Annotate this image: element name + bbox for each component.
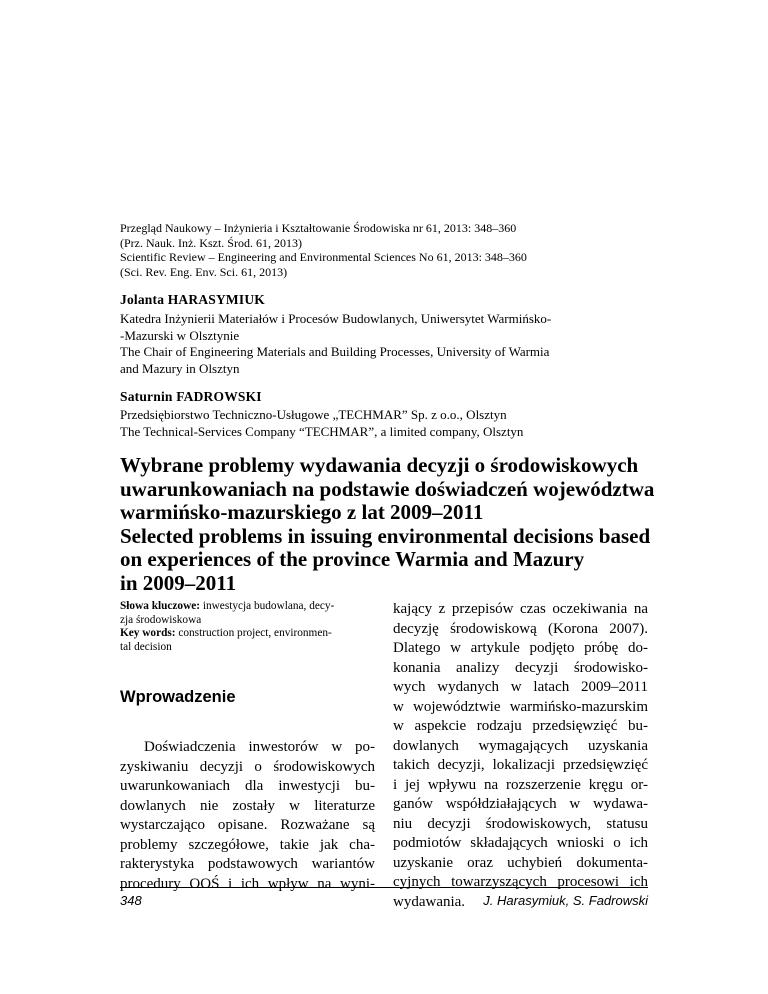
keywords-pl-text: inwestycja budowlana, decy- (200, 600, 335, 612)
title-line: in 2009–2011 (120, 570, 237, 595)
title-line: warmińsko-mazurskiego z lat 2009–2011 (120, 500, 484, 524)
running-author: J. Harasymiuk, S. Fadrowski (483, 893, 648, 908)
body-text-right-column (393, 600, 648, 912)
keywords-pl-label: Słowa kluczowe: (120, 600, 201, 612)
body-text-line: zyskiwaniu decyzji o środowiskowych (120, 758, 375, 775)
body-text-line: uzyskanie oraz uchybień dokumenta- (393, 854, 648, 871)
affiliation-line: Przedsiębiorstwo Techniczno-Usługowe „TECHMAR” Sp. z o.o., Olsztyn (120, 407, 507, 422)
keywords-en-line (120, 627, 378, 641)
body-text-line: i jej wpływu na rozszerzenie kręgu or- (393, 776, 648, 793)
body-text-line: procedury OOŚ i ich wpływ na wyni- (120, 875, 375, 892)
body-text-line: w aspekcie rodzaju przedsięwzięć bu- (393, 718, 648, 734)
affiliation-line: -Mazurski w Olsztynie (120, 327, 240, 343)
body-text-line: podmiotów składających wnioski o ich (393, 835, 648, 851)
body-text-line: niu decyzji środowiskowych, statusu (393, 815, 648, 832)
author-name-2: Saturnin FADROWSKI (120, 389, 262, 404)
body-text-line: cyjnych towarzyszących procesowi ich (393, 874, 648, 890)
body-text-line: ganów współdziałających w wydawa- (393, 796, 648, 812)
body-text-line: uwarunkowaniach dla inwestycji bu- (120, 778, 375, 794)
body-text-line: takich decyzji, lokalizacji przedsięwzięć (393, 757, 648, 773)
body-text-line: Dlatego w artykule podjęto próbę do- (393, 640, 648, 656)
title-line: uwarunkowaniach na podstawie doświadczeń województwa (120, 476, 655, 501)
citation-line: (Prz. Nauk. Inż. Kszt. Środ. 61, 2013) (120, 235, 302, 250)
section-heading: Wprowadzenie (120, 688, 236, 706)
body-text-line: dowlanych nie zostały w literaturze (120, 797, 375, 814)
author-name-1: Jolanta HARASYMIUK (120, 292, 265, 307)
keywords-en-label: Key words: (120, 627, 176, 640)
keywords-en-line: tal decision (120, 640, 172, 653)
author-affiliation-2 (120, 407, 640, 440)
body-text-left-column (120, 738, 375, 894)
citation-line: Przegląd Naukowy – Inżynieria i Kształtowanie Środowiska nr 61, 2013: 348–360 (120, 221, 517, 235)
affiliation-line: The Technical-Services Company “TECHMAR”, a limited company, Olsztyn (120, 423, 524, 439)
keywords-pl-line: zja środowiskowa (120, 613, 202, 626)
journal-citation (120, 221, 680, 279)
footer-divider (120, 887, 648, 888)
affiliation-line: The Chair of Engineering Materials and Building Processes, University of Warmia (120, 344, 550, 359)
affiliation-line: Katedra Inżynierii Materiałów i Procesów Budowlanych, Uniwersytet Warmińsko- (120, 311, 552, 326)
keywords-block (120, 600, 378, 654)
page-number: 348 (120, 893, 142, 908)
author-affiliation-1 (120, 311, 640, 377)
body-text-line: decyzję środowiskową (Korona 2007). (393, 620, 648, 637)
body-text-line: wystarczająco opisane. Rozważane są (120, 817, 375, 833)
body-text-line: problemy szczegółowe, takie jak cha- (120, 836, 375, 853)
affiliation-line: and Mazury in Olsztyn (120, 360, 240, 376)
keywords-en-text: construction project, environmen- (175, 627, 332, 640)
body-text-line: w województwie warmińsko-mazurskim (393, 698, 648, 715)
body-text-line: konania analizy decyzji środowisko- (393, 659, 648, 676)
article-title (120, 454, 660, 595)
body-text-line: wych wydanych w latach 2009–2011 (393, 679, 648, 695)
body-text-line: rakterystyka podstawowych wariantów (120, 856, 375, 872)
body-text-line: Doświadczenia inwestorów w po- (144, 739, 375, 755)
citation-line: Scientific Review – Engineering and Environmental Sciences No 61, 2013: 348–360 (120, 250, 527, 264)
title-line: on experiences of the province Warmia and Mazury (120, 547, 585, 571)
keywords-pl-line (120, 600, 378, 614)
body-text-line: dowlanych wymagających uzyskania (393, 737, 648, 754)
body-text-line: kający z przepisów czas oczekiwania na (393, 601, 648, 617)
citation-line: (Sci. Rev. Eng. Env. Sci. 61, 2013) (120, 264, 288, 279)
title-line: Selected problems in issuing environmental decisions based (120, 523, 651, 548)
title-line: Wybrane problemy wydawania decyzji o środowiskowych (120, 453, 639, 477)
body-text-line: wydawania. (393, 893, 466, 910)
